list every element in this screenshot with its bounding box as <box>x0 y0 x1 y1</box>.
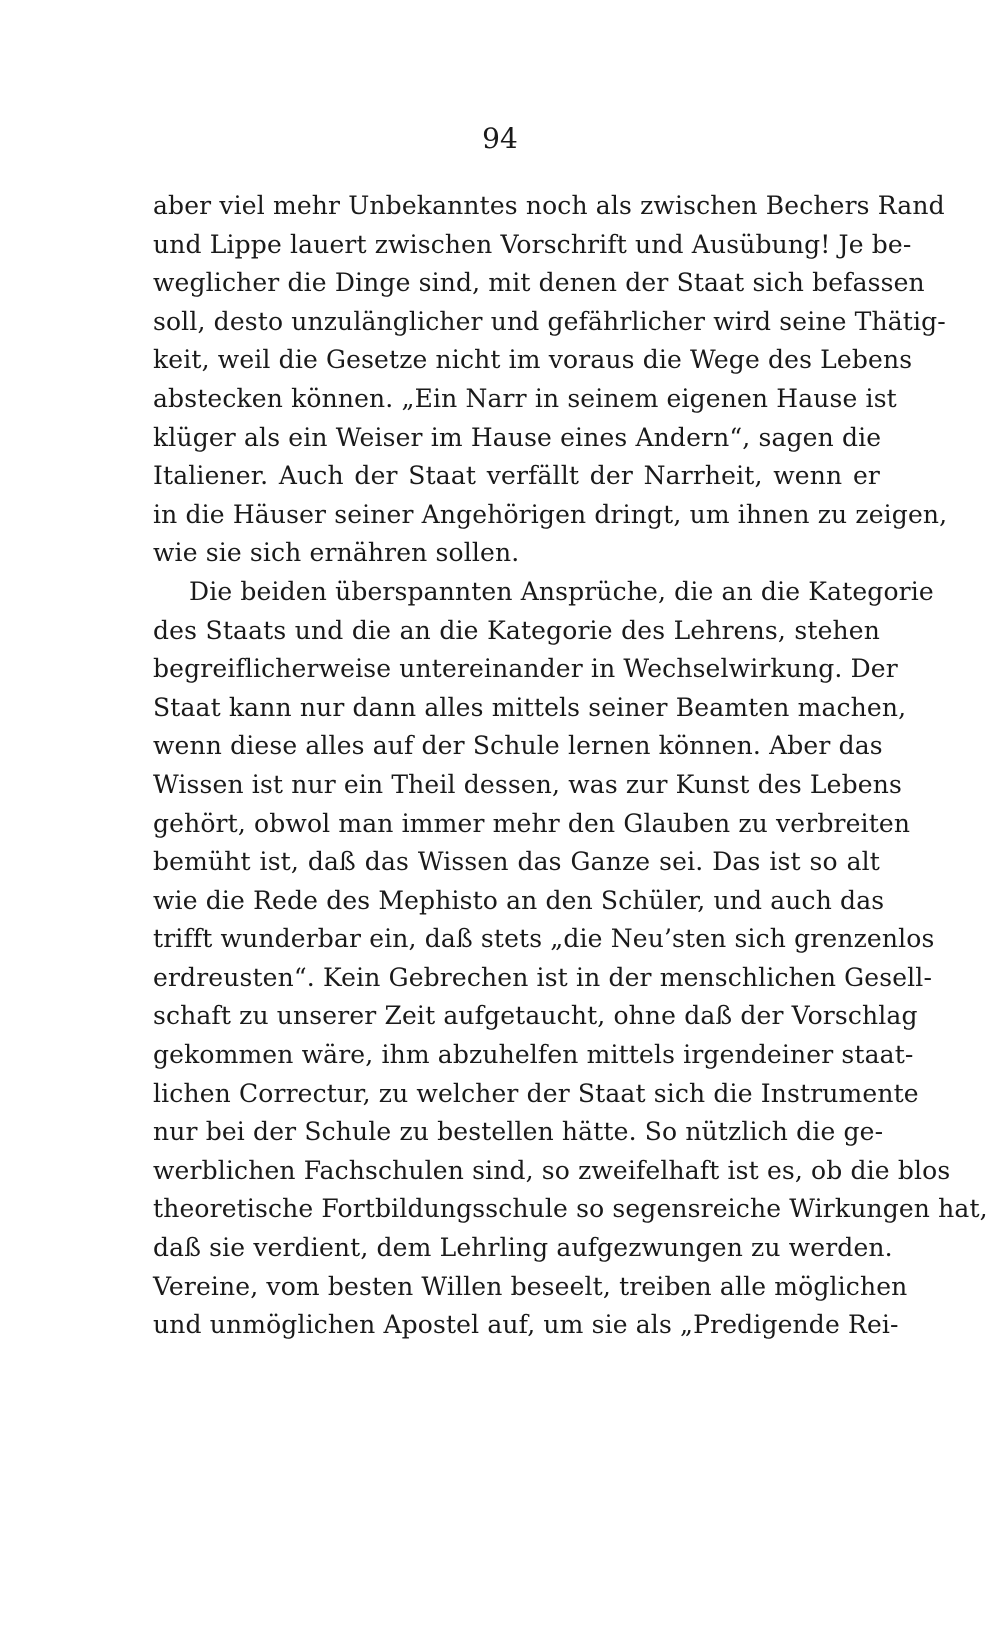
text-line: lichen Correctur, zu welcher der Staat sich die Instrumente <box>153 1078 919 1108</box>
text-line: und unmöglichen Apostel auf, um sie als „Predigende Rei- <box>153 1310 899 1340</box>
text-line: Italiener. Auch der Staat verfällt der Narrheit, wenn er <box>153 461 880 491</box>
text-line: theoretische Fortbildungsschule so segensreiche Wirkungen hat, <box>153 1194 988 1224</box>
text-line: weglicher die Dinge sind, mit denen der Staat sich befassen <box>153 268 925 298</box>
text-line: des Staats und die an die Kategorie des Lehrens, stehen <box>153 615 880 645</box>
text-line: Staat kann nur dann alles mittels seiner Beamten machen, <box>153 692 907 722</box>
text-line: wie sie sich ernähren sollen. <box>153 538 520 568</box>
text-line: gekommen wäre, ihm abzuhelfen mittels irgendeiner staat- <box>153 1040 914 1070</box>
text-line: und Lippe lauert zwischen Vorschrift und Ausübung! Je be- <box>153 229 912 259</box>
text-line: wenn diese alles auf der Schule lernen können. Aber das <box>153 731 883 761</box>
text-line: gehört, obwol man immer mehr den Glauben zu verbreiten <box>153 808 911 838</box>
text-line: daß sie verdient, dem Lehrling aufgezwungen zu werden. <box>153 1233 893 1263</box>
text-line: bemüht ist, daß das Wissen das Ganze sei. Das ist so alt <box>153 847 880 877</box>
text-line: begreiflicherweise untereinander in Wechselwirkung. Der <box>153 654 898 684</box>
paragraph <box>153 573 988 1345</box>
text-line: Vereine, vom besten Willen beseelt, treiben alle möglichen <box>153 1271 908 1301</box>
text-line: Die beiden überspannten Ansprüche, die an die Kategorie <box>189 576 934 606</box>
text-line: wie die Rede des Mephisto an den Schüler, und auch das <box>153 885 885 915</box>
text-line: aber viel mehr Unbekanntes noch als zwischen Bechers Rand <box>153 191 945 220</box>
text-line: soll, desto unzulänglicher und gefährlicher wird seine Thätig- <box>153 306 946 336</box>
text-line: klüger als ein Weiser im Hause eines Andern“, sagen die <box>153 422 882 452</box>
text-line: keit, weil die Gesetze nicht im voraus die Wege des Lebens <box>153 345 913 375</box>
page-number: 94 <box>482 122 518 155</box>
text-line: schaft zu unserer Zeit aufgetaucht, ohne daß der Vorschlag <box>153 1001 918 1031</box>
text-line: Wissen ist nur ein Theil dessen, was zur Kunst des Lebens <box>153 769 902 799</box>
text-line: trifft wunderbar ein, daß stets „die Neu’sten sich grenzenlos <box>153 924 935 954</box>
body-text <box>153 187 988 1345</box>
text-line: in die Häuser seiner Angehörigen dringt, um ihnen zu zeigen, <box>153 499 948 529</box>
text-line: erdreusten“. Kein Gebrechen ist in der menschlichen Gesell- <box>153 962 933 992</box>
text-line: abstecken können. „Ein Narr in seinem eigenen Hause ist <box>153 383 897 413</box>
text-line: nur bei der Schule zu bestellen hätte. So nützlich die ge- <box>153 1117 884 1147</box>
paragraph <box>153 187 948 573</box>
text-line: werblichen Fachschulen sind, so zweifelhaft ist es, ob die blos <box>153 1155 951 1185</box>
